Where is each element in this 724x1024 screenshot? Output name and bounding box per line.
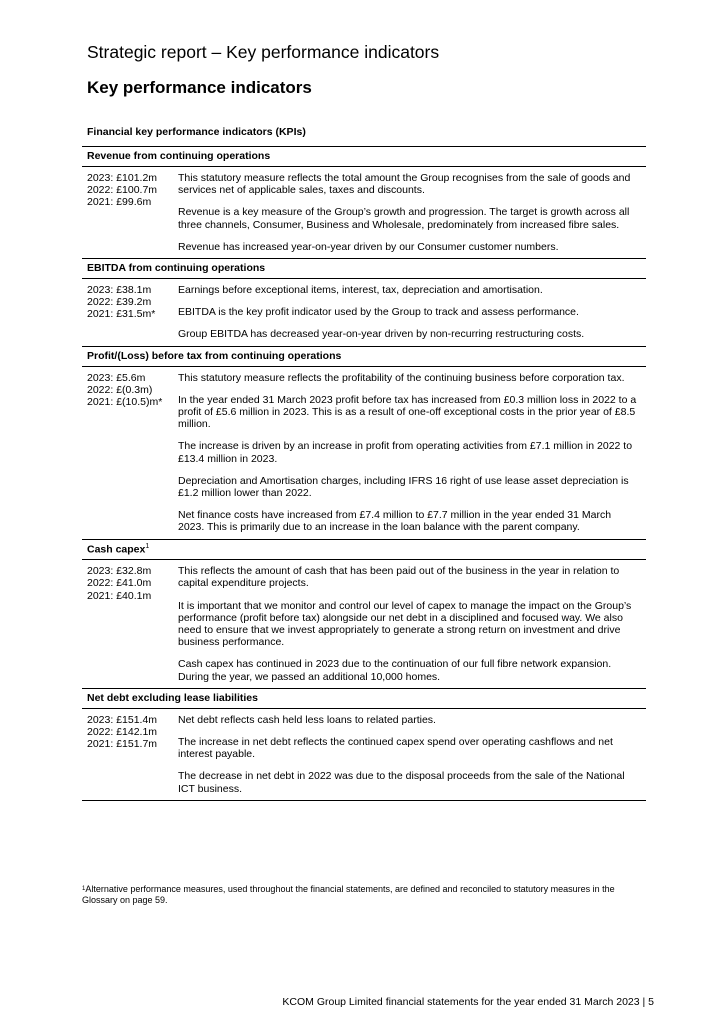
kpi-year-value: 2023: £151.4m bbox=[87, 713, 158, 726]
kpi-years bbox=[82, 172, 178, 255]
kpi-paragraph: Earnings before exceptional items, interest, tax, depreciation and amortisation. bbox=[178, 284, 543, 297]
kpi-description bbox=[178, 172, 646, 255]
kpi-paragraph: The increase is driven by an increase in profit from operating activities from £7.1 million in 2022 to £13.4 million in 2023. bbox=[178, 440, 633, 465]
kpi-description bbox=[178, 284, 646, 343]
page-header: Strategic report – Key performance indicators bbox=[87, 42, 440, 62]
kpi-year-value: 2022: £100.7m bbox=[87, 184, 158, 197]
kpi-paragraph: This reflects the amount of cash that has been paid out of the business in the year in relation to capital expenditure projects. bbox=[178, 565, 620, 590]
page-title: Key performance indicators bbox=[87, 78, 312, 97]
kpi-year-value: 2023: £32.8m bbox=[87, 565, 152, 578]
kpi-year-value: 2022: £41.0m bbox=[87, 577, 152, 590]
kpi-table bbox=[82, 146, 646, 801]
section-subtitle: Financial key performance indicators (KPIs) bbox=[87, 126, 306, 138]
kpi-paragraph: Depreciation and Amortisation charges, including IFRS 16 right of use lease asset depreciation is £1.2 million lower than 2022. bbox=[178, 474, 629, 500]
kpi-heading: Cash capex bbox=[87, 543, 146, 556]
footnote-ref: 1 bbox=[145, 542, 150, 550]
kpi-paragraph: Net finance costs have increased from £7.4 million to £7.7 million in the year ended 31 March 2023. This is primarily due to an increase in the loan balance with the parent company. bbox=[178, 509, 612, 534]
kpi-paragraph: Revenue has increased year-on-year driven by our Consumer customer numbers. bbox=[178, 240, 559, 253]
kpi-year-value: 2023: £101.2m bbox=[87, 172, 158, 184]
kpi-paragraph: The decrease in net debt in 2022 was due to the disposal proceeds from the sale of the National ICT business. bbox=[178, 770, 625, 795]
kpi-paragraph: The increase in net debt reflects the continued capex spend over operating cashflows and net interest payable. bbox=[178, 735, 613, 761]
kpi-year-value: 2022: £(0.3m) bbox=[87, 383, 153, 396]
kpi-section-ebitda bbox=[82, 259, 646, 347]
kpi-paragraph: Cash capex has continued in 2023 due to the continuation of our full fibre network expansion. During the year, we passed an additional 10,000 homes. bbox=[178, 658, 612, 683]
kpi-description bbox=[178, 372, 646, 536]
footnote-text: Alternative performance measures, used throughout the financial statements, are defined and reconciled to statutory measures in the Glossary on page 59. bbox=[82, 884, 615, 905]
kpi-year-value: 2021: £31.5m* bbox=[87, 308, 156, 321]
page-footer: KCOM Group Limited financial statements for the year ended 31 March 2023 | 5 bbox=[282, 996, 654, 1008]
kpi-paragraph: Group EBITDA has decreased year-on-year driven by non-recurring restructuring costs. bbox=[178, 328, 585, 341]
kpi-paragraph: This statutory measure reflects the total amount the Group recognises from the sale of goods and services net of applicable sales, taxes and discounts. bbox=[178, 172, 631, 197]
kpi-section-cash-capex bbox=[82, 540, 646, 689]
kpi-year-value: 2021: £151.7m bbox=[87, 738, 158, 751]
kpi-years bbox=[82, 565, 178, 685]
kpi-year-value: 2021: £40.1m bbox=[87, 589, 152, 602]
kpi-year-value: 2021: £99.6m bbox=[87, 196, 152, 209]
kpi-years bbox=[82, 284, 178, 343]
footnote bbox=[82, 884, 648, 906]
kpi-paragraph: In the year ended 31 March 2023 profit before tax has increased from £0.3 million loss in 2022 to a profit of £5.6 million in 2023. This is as a result of one-off exceptional costs in the prior year of £8.5 million. bbox=[178, 393, 637, 431]
kpi-paragraph: Net debt reflects cash held less loans to related parties. bbox=[178, 713, 436, 726]
kpi-heading: Profit/(Loss) before tax from continuing operations bbox=[82, 347, 646, 367]
kpi-year-value: 2023: £38.1m bbox=[87, 284, 152, 297]
kpi-year-value: 2021: £(10.5)m* bbox=[87, 396, 163, 409]
kpi-years bbox=[82, 714, 178, 797]
kpi-heading-wrap bbox=[82, 540, 646, 561]
kpi-heading: EBITDA from continuing operations bbox=[82, 259, 646, 279]
kpi-paragraph: Revenue is a key measure of the Group’s growth and progression. The target is growth across all three channels, Consumer, Business and Wholesale, predominately from increased fibre sales. bbox=[178, 206, 630, 231]
kpi-description bbox=[178, 714, 646, 797]
kpi-years bbox=[82, 372, 178, 536]
kpi-section-profit-before-tax bbox=[82, 347, 646, 540]
kpi-paragraph: EBITDA is the key profit indicator used by the Group to track and assess performance. bbox=[178, 306, 579, 319]
kpi-description bbox=[178, 565, 646, 685]
kpi-paragraph: This statutory measure reflects the profitability of the continuing business before corporation tax. bbox=[178, 371, 625, 384]
kpi-heading: Net debt excluding lease liabilities bbox=[82, 689, 646, 709]
kpi-heading: Revenue from continuing operations bbox=[82, 147, 646, 167]
kpi-year-value: 2022: £142.1m bbox=[87, 725, 158, 738]
kpi-year-value: 2023: £5.6m bbox=[87, 371, 146, 384]
footnote-number: 1 bbox=[82, 886, 86, 892]
kpi-section-revenue bbox=[82, 147, 646, 259]
kpi-year-value: 2022: £39.2m bbox=[87, 296, 152, 309]
kpi-section-net-debt bbox=[82, 689, 646, 801]
kpi-paragraph: It is important that we monitor and control our level of capex to manage the impact on the Group’s performance (profit before tax) alongside our net debt in a disciplined and focused way. We also need to ensure that we invest appropriately to generate a strong return on investment and drive business performance. bbox=[178, 599, 632, 649]
